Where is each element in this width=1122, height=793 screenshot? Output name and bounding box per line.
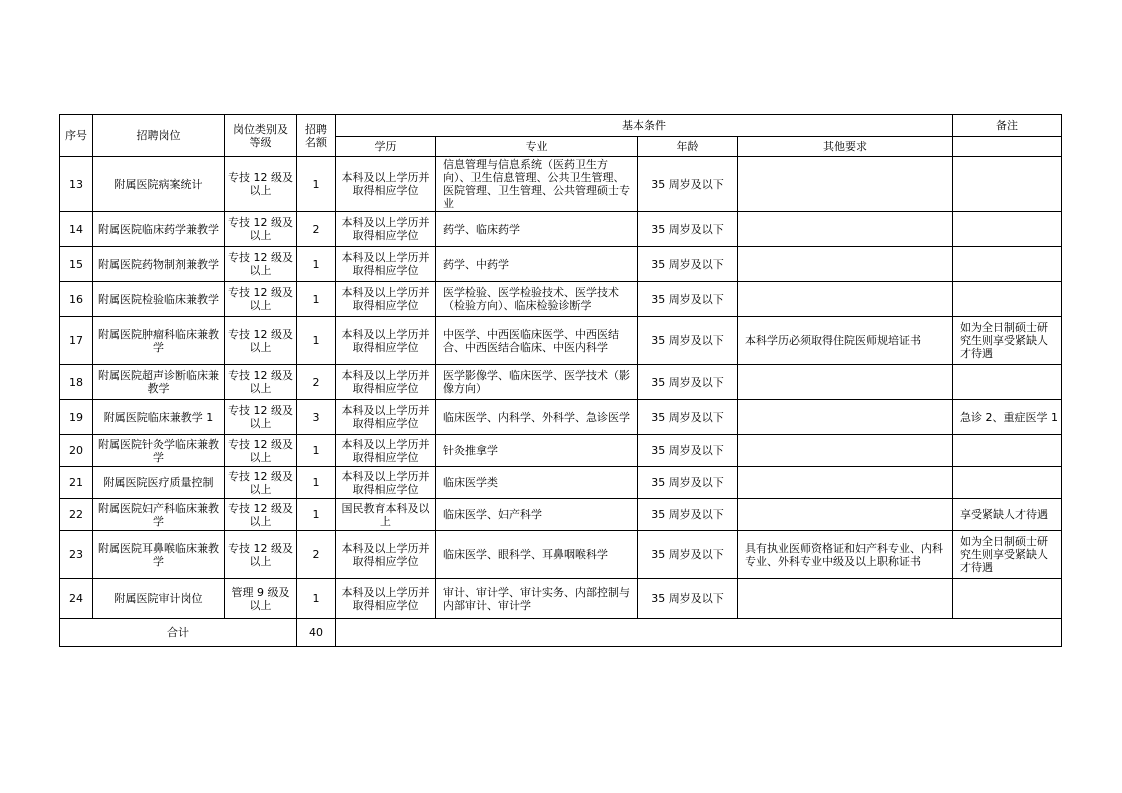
cell-quota: 2 (297, 531, 336, 579)
cell-major: 针灸推拿学 (436, 435, 638, 467)
cell-quota: 3 (297, 400, 336, 435)
cell-education: 本科及以上学历并取得相应学位 (336, 212, 436, 247)
cell-remarks: 急诊 2、重症医学 1 (953, 400, 1062, 435)
cell-remarks (953, 467, 1062, 499)
cell-education: 本科及以上学历并取得相应学位 (336, 531, 436, 579)
cell-quota: 1 (297, 435, 336, 467)
cell-age: 35 周岁及以下 (638, 467, 738, 499)
cell-other (738, 365, 953, 400)
header-quota: 招聘名额 (297, 115, 336, 157)
header-remarks: 备注 (953, 115, 1062, 137)
cell-other (738, 247, 953, 282)
cell-major: 医学影像学、临床医学、医学技术（影像方向） (436, 365, 638, 400)
cell-seq: 19 (60, 400, 93, 435)
cell-age: 35 周岁及以下 (638, 400, 738, 435)
table-row (60, 435, 1062, 467)
table-row (60, 247, 1062, 282)
cell-remarks (953, 282, 1062, 317)
cell-age: 35 周岁及以下 (638, 531, 738, 579)
total-label: 合计 (60, 619, 297, 647)
cell-education: 本科及以上学历并取得相应学位 (336, 579, 436, 619)
total-quota: 40 (297, 619, 336, 647)
cell-remarks (953, 365, 1062, 400)
cell-position: 附属医院妇产科临床兼教学 (93, 499, 225, 531)
cell-other (738, 400, 953, 435)
recruitment-table (59, 114, 1062, 647)
cell-quota: 1 (297, 579, 336, 619)
table-row (60, 467, 1062, 499)
table-row (60, 157, 1062, 212)
header-seq: 序号 (60, 115, 93, 157)
cell-age: 35 周岁及以下 (638, 212, 738, 247)
cell-remarks: 如为全日制硕士研究生则享受紧缺人才待遇 (953, 531, 1062, 579)
header-category: 岗位类别及等级 (225, 115, 297, 157)
table-row (60, 317, 1062, 365)
table-row (60, 499, 1062, 531)
cell-seq: 24 (60, 579, 93, 619)
cell-other (738, 579, 953, 619)
cell-other (738, 157, 953, 212)
cell-major: 临床医学、内科学、外科学、急诊医学 (436, 400, 638, 435)
cell-category: 专技 12 级及以上 (225, 499, 297, 531)
header-basic-conditions: 基本条件 (336, 115, 953, 137)
cell-seq: 14 (60, 212, 93, 247)
table-body (60, 157, 1062, 619)
cell-position: 附属医院耳鼻喉临床兼教学 (93, 531, 225, 579)
cell-remarks (953, 212, 1062, 247)
cell-major: 药学、临床药学 (436, 212, 638, 247)
cell-position: 附属医院临床兼教学 1 (93, 400, 225, 435)
cell-category: 专技 12 级及以上 (225, 400, 297, 435)
table-row (60, 400, 1062, 435)
cell-age: 35 周岁及以下 (638, 157, 738, 212)
cell-seq: 23 (60, 531, 93, 579)
cell-age: 35 周岁及以下 (638, 282, 738, 317)
cell-position: 附属医院药物制剂兼教学 (93, 247, 225, 282)
cell-seq: 13 (60, 157, 93, 212)
cell-major: 临床医学、眼科学、耳鼻咽喉科学 (436, 531, 638, 579)
cell-major: 中医学、中西医临床医学、中西医结合、中西医结合临床、中医内科学 (436, 317, 638, 365)
cell-age: 35 周岁及以下 (638, 365, 738, 400)
header-other: 其他要求 (738, 137, 953, 157)
header-education: 学历 (336, 137, 436, 157)
header-major: 专业 (436, 137, 638, 157)
cell-age: 35 周岁及以下 (638, 499, 738, 531)
cell-education: 本科及以上学历并取得相应学位 (336, 157, 436, 212)
table-row (60, 212, 1062, 247)
cell-quota: 1 (297, 247, 336, 282)
header-age: 年龄 (638, 137, 738, 157)
cell-other (738, 499, 953, 531)
cell-seq: 21 (60, 467, 93, 499)
header-position: 招聘岗位 (93, 115, 225, 157)
cell-remarks (953, 579, 1062, 619)
cell-age: 35 周岁及以下 (638, 579, 738, 619)
cell-age: 35 周岁及以下 (638, 435, 738, 467)
cell-major: 临床医学类 (436, 467, 638, 499)
cell-other (738, 435, 953, 467)
cell-quota: 1 (297, 157, 336, 212)
cell-seq: 20 (60, 435, 93, 467)
cell-major: 临床医学、妇产科学 (436, 499, 638, 531)
cell-quota: 2 (297, 212, 336, 247)
cell-education: 本科及以上学历并取得相应学位 (336, 435, 436, 467)
cell-age: 35 周岁及以下 (638, 247, 738, 282)
cell-quota: 1 (297, 499, 336, 531)
table-row (60, 579, 1062, 619)
cell-education: 本科及以上学历并取得相应学位 (336, 365, 436, 400)
cell-position: 附属医院审计岗位 (93, 579, 225, 619)
cell-position: 附属医院病案统计 (93, 157, 225, 212)
cell-category: 专技 12 级及以上 (225, 435, 297, 467)
cell-major: 药学、中药学 (436, 247, 638, 282)
cell-other: 具有执业医师资格证和妇产科专业、内科专业、外科专业中级及以上职称证书 (738, 531, 953, 579)
cell-category: 专技 12 级及以上 (225, 317, 297, 365)
cell-category: 专技 12 级及以上 (225, 212, 297, 247)
cell-education: 本科及以上学历并取得相应学位 (336, 467, 436, 499)
header-remarks-sub (953, 137, 1062, 157)
cell-seq: 18 (60, 365, 93, 400)
total-blank (336, 619, 1062, 647)
cell-category: 专技 12 级及以上 (225, 157, 297, 212)
cell-position: 附属医院医疗质量控制 (93, 467, 225, 499)
table-row (60, 282, 1062, 317)
cell-category: 专技 12 级及以上 (225, 365, 297, 400)
cell-seq: 16 (60, 282, 93, 317)
cell-quota: 1 (297, 467, 336, 499)
cell-category: 专技 12 级及以上 (225, 467, 297, 499)
cell-remarks (953, 435, 1062, 467)
cell-seq: 22 (60, 499, 93, 531)
cell-quota: 2 (297, 365, 336, 400)
cell-other (738, 467, 953, 499)
cell-category: 专技 12 级及以上 (225, 247, 297, 282)
cell-education: 本科及以上学历并取得相应学位 (336, 400, 436, 435)
cell-remarks: 享受紧缺人才待遇 (953, 499, 1062, 531)
table-row (60, 531, 1062, 579)
cell-category: 专技 12 级及以上 (225, 282, 297, 317)
cell-position: 附属医院检验临床兼教学 (93, 282, 225, 317)
cell-education: 本科及以上学历并取得相应学位 (336, 317, 436, 365)
cell-remarks (953, 247, 1062, 282)
cell-position: 附属医院超声诊断临床兼教学 (93, 365, 225, 400)
cell-education: 本科及以上学历并取得相应学位 (336, 247, 436, 282)
cell-age: 35 周岁及以下 (638, 317, 738, 365)
cell-quota: 1 (297, 317, 336, 365)
cell-major: 医学检验、医学检验技术、医学技术（检验方向）、临床检验诊断学 (436, 282, 638, 317)
cell-remarks: 如为全日制硕士研究生则享受紧缺人才待遇 (953, 317, 1062, 365)
cell-quota: 1 (297, 282, 336, 317)
cell-position: 附属医院临床药学兼教学 (93, 212, 225, 247)
cell-seq: 15 (60, 247, 93, 282)
cell-other (738, 212, 953, 247)
table-row (60, 365, 1062, 400)
cell-major: 审计、审计学、审计实务、内部控制与内部审计、审计学 (436, 579, 638, 619)
cell-other (738, 282, 953, 317)
cell-category: 管理 9 级及以上 (225, 579, 297, 619)
cell-remarks (953, 157, 1062, 212)
cell-education: 国民教育本科及以上 (336, 499, 436, 531)
cell-category: 专技 12 级及以上 (225, 531, 297, 579)
cell-seq: 17 (60, 317, 93, 365)
cell-position: 附属医院针灸学临床兼教学 (93, 435, 225, 467)
cell-other: 本科学历必须取得住院医师规培证书 (738, 317, 953, 365)
cell-education: 本科及以上学历并取得相应学位 (336, 282, 436, 317)
cell-position: 附属医院肿瘤科临床兼教学 (93, 317, 225, 365)
cell-major: 信息管理与信息系统（医药卫生方向）、卫生信息管理、公共卫生管理、医院管理、卫生管理、公共管理硕士专业 (436, 157, 638, 212)
